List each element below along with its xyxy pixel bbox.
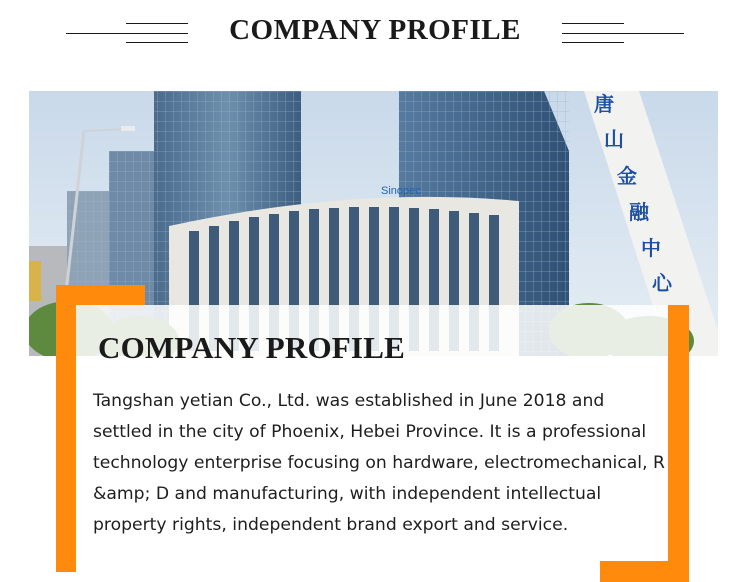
header-left-decor-line [126,42,188,43]
page-title: COMPANY PROFILE [229,14,521,46]
header-right-decor-line [562,23,624,24]
accent-bar-right-vertical [668,305,689,582]
svg-text:中: 中 [641,236,661,260]
svg-text:金: 金 [617,164,637,188]
accent-bar-bottom-horizontal [600,561,689,582]
accent-bar-left-vertical [56,285,76,572]
header-left-decor-line [66,33,188,34]
header-left-decor-line [126,23,188,24]
svg-text:心: 心 [652,271,672,295]
section-header [0,0,750,70]
card-title: COMPANY PROFILE [98,330,405,365]
svg-text:融: 融 [629,200,649,224]
svg-text:山: 山 [604,127,624,151]
company-description: Tangshan yetian Co., Ltd. was established in June 2018 and settled in the city of Phoenix, Hebei Province. It is a professional technology enterprise focusing on hardware, electromechanical, R &amp; D and manufacturing, with independent intellectual property rights, independent brand export and service. [93,391,665,535]
accent-bar-top-horizontal [56,285,145,305]
header-right-decor-line [562,33,684,34]
header-right-decor-line [562,42,624,43]
tower-logo-text: Sinopec [381,185,421,197]
svg-text:唐: 唐 [594,92,614,116]
